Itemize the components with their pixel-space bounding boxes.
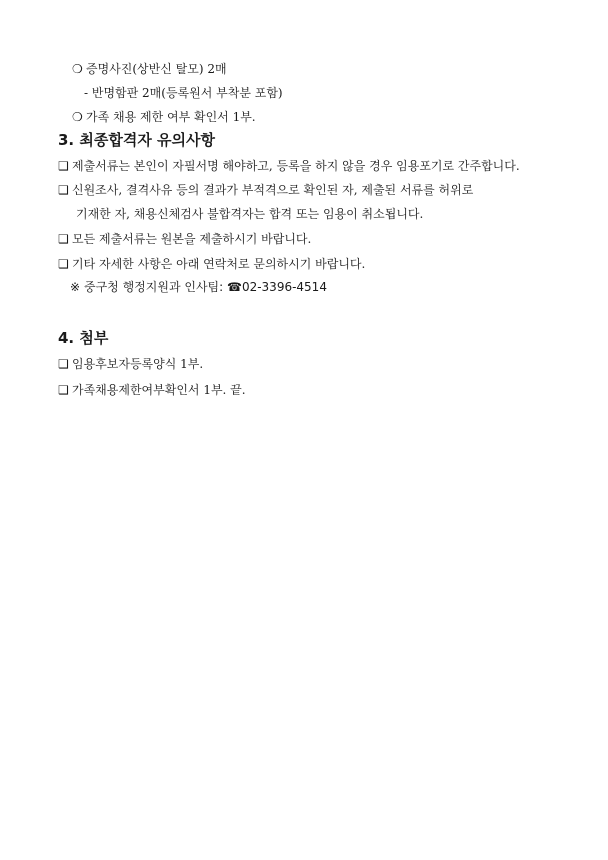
item-text: 증명사진(상반신 탈모) 2매 (86, 62, 227, 76)
list-item (58, 256, 365, 272)
list-item-family (72, 109, 256, 125)
circle-bullet-icon: ❍ (72, 110, 83, 124)
item-text: 가족 채용 제한 여부 확인서 1부. (86, 110, 256, 124)
circle-bullet-icon: ❍ (72, 62, 83, 76)
item-text: 제출서류는 본인이 자필서명 해야하고, 등록을 하지 않을 경우 임용포기로 간주합니다. (72, 159, 520, 173)
square-bullet-icon: ❑ (58, 232, 69, 246)
item-text: - 반명함판 2매(등록원서 부착분 포함) (84, 86, 283, 100)
list-item (58, 382, 246, 398)
item-text: 신원조사, 결격사유 등의 결과가 부적격으로 확인된 자, 제출된 서류를 허위로 (72, 183, 474, 197)
section-heading-4: 4. 첨부 (58, 329, 109, 347)
item-text: 임용후보자등록양식 1부. (72, 357, 204, 371)
list-item (58, 158, 520, 174)
square-bullet-icon: ❑ (58, 257, 69, 271)
square-bullet-icon: ❑ (58, 183, 69, 197)
list-item (58, 356, 203, 372)
list-item-photo (72, 61, 227, 77)
square-bullet-icon: ❑ (58, 357, 69, 371)
item-text: 모든 제출서류는 원본을 제출하시기 바랍니다. (72, 232, 312, 246)
list-item-continuation (76, 206, 423, 222)
section-heading-3: 3. 최종합격자 유의사항 (58, 131, 215, 149)
item-text: 기재한 자, 채용신체검사 불합격자는 합격 또는 임용이 취소됩니다. (76, 207, 424, 221)
list-subitem-photo (84, 85, 283, 101)
item-text: 기타 자세한 사항은 아래 연락처로 문의하시기 바랍니다. (72, 257, 366, 271)
square-bullet-icon: ❑ (58, 383, 69, 397)
square-bullet-icon: ❑ (58, 159, 69, 173)
item-text: 가족채용제한여부확인서 1부. 끝. (72, 383, 246, 397)
list-item (58, 231, 311, 247)
list-item (58, 182, 473, 198)
reference-mark-icon: ※ (70, 280, 81, 294)
contact-text: 중구청 행정지원과 인사팀: ☎02-3396-4514 (84, 280, 327, 294)
contact-note (70, 279, 327, 295)
